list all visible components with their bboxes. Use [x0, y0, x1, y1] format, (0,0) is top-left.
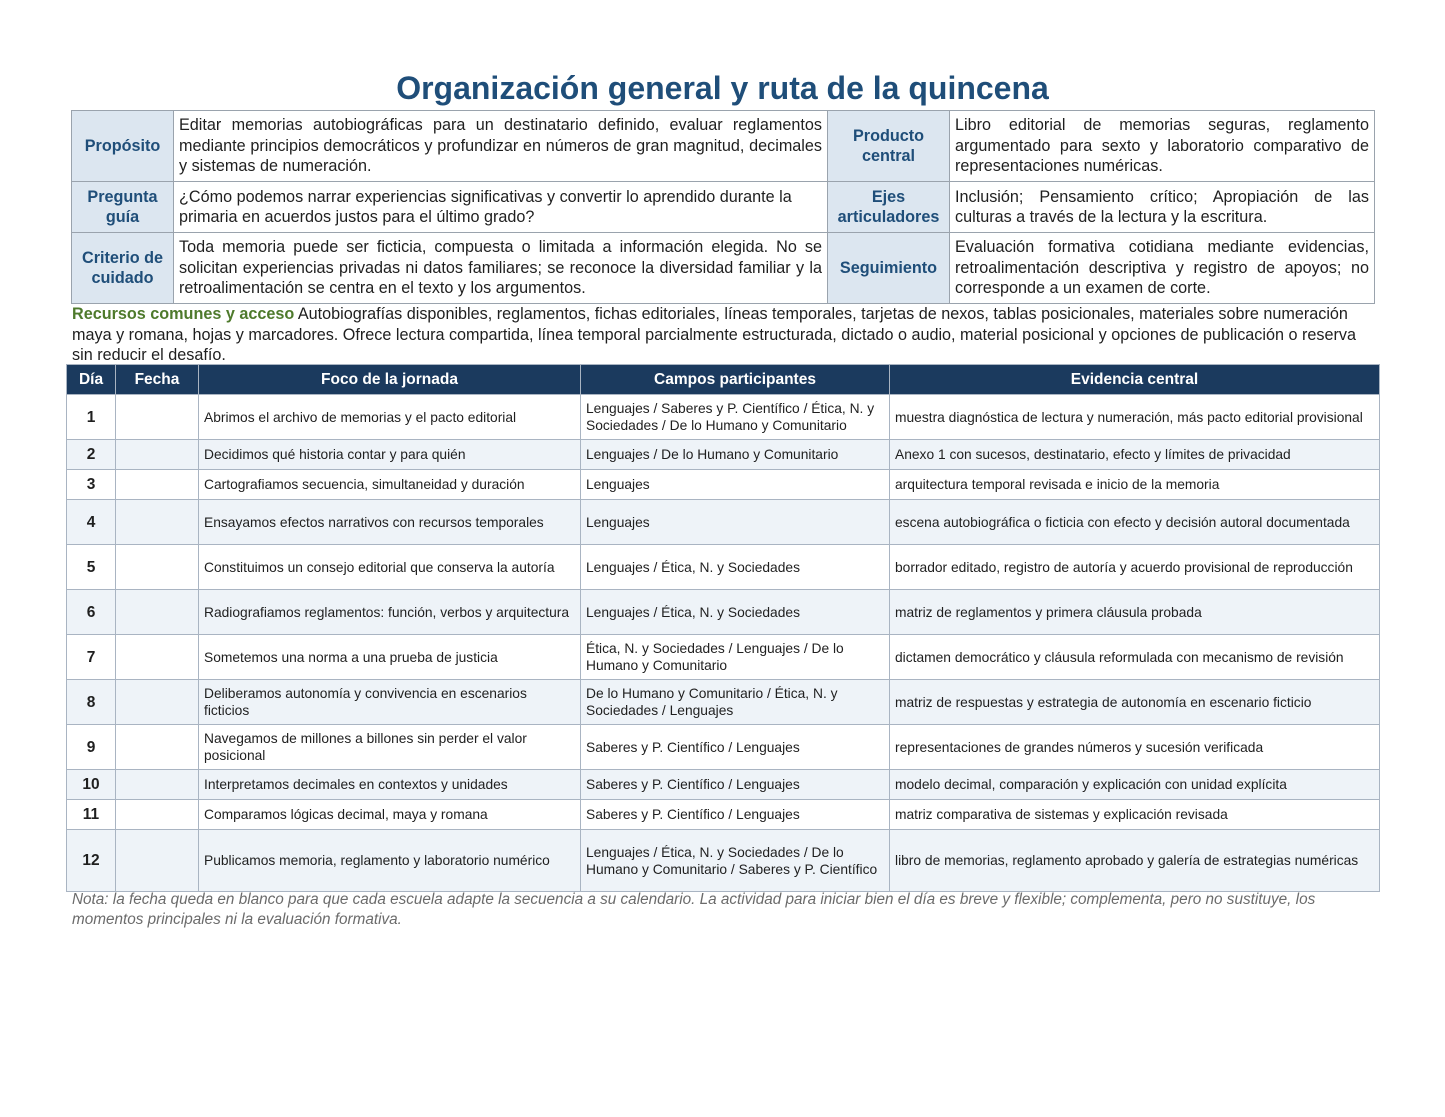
- header-evidencia: Evidencia central: [890, 365, 1380, 395]
- fields-cell: Saberes y P. Científico / Lenguajes: [581, 725, 890, 770]
- resources-text: Autobiografías disponibles, reglamentos, fichas editoriales, líneas temporales, tarjetas de nexos, tablas posicionales, materiales sobre numeración maya y romana, hojas y marcadores. Ofrece lectura compartida, línea temporal parcialmente estructurada, dictado o audio, material posicional y opciones de publicación o reserva sin reducir el desafío.: [72, 305, 1356, 364]
- summary-table: [71, 110, 1375, 304]
- resources-label: Recursos comunes y acceso: [72, 305, 295, 323]
- table-row: [67, 590, 1380, 635]
- date-cell: [116, 545, 199, 590]
- table-row: [67, 440, 1380, 470]
- table-row: [67, 800, 1380, 830]
- focus-cell: Radiografiamos reglamentos: función, verbos y arquitectura: [199, 590, 581, 635]
- header-campos: Campos participantes: [581, 365, 890, 395]
- ejes-text: Inclusión; Pensamiento crítico; Apropiación de las culturas a través de la lectura y la escritura.: [950, 182, 1375, 233]
- resources-paragraph: [72, 304, 1372, 366]
- fields-cell: Lenguajes: [581, 500, 890, 545]
- summary-row: [72, 111, 1375, 182]
- focus-cell: Sometemos una norma a una prueba de justicia: [199, 635, 581, 680]
- focus-cell: Constituimos un consejo editorial que conserva la autoría: [199, 545, 581, 590]
- seguimiento-text: Evaluación formativa cotidiana mediante evidencias, retroalimentación descriptiva y registro de apoyos; no corresponde a un examen de corte.: [950, 233, 1375, 304]
- proposito-label: Propósito: [72, 111, 174, 182]
- day-cell: 1: [67, 395, 116, 440]
- pregunta-label: Pregunta guía: [72, 182, 174, 233]
- date-cell: [116, 635, 199, 680]
- evidence-cell: dictamen democrático y cláusula reformulada con mecanismo de revisión: [890, 635, 1380, 680]
- date-cell: [116, 680, 199, 725]
- fields-cell: Lenguajes / De lo Humano y Comunitario: [581, 440, 890, 470]
- evidence-cell: matriz comparativa de sistemas y explicación revisada: [890, 800, 1380, 830]
- footnote: Nota: la fecha queda en blanco para que cada escuela adapte la secuencia a su calendario. La actividad para iniciar bien el día es breve y flexible; complementa, pero no sustituye, los momentos principales ni la evaluación formativa.: [72, 891, 1316, 928]
- fields-cell: Lenguajes / Ética, N. y Sociedades: [581, 545, 890, 590]
- focus-cell: Cartografiamos secuencia, simultaneidad y duración: [199, 470, 581, 500]
- ejes-label: Ejes articuladores: [828, 182, 950, 233]
- date-cell: [116, 590, 199, 635]
- date-cell: [116, 500, 199, 545]
- day-cell: 4: [67, 500, 116, 545]
- day-cell: 8: [67, 680, 116, 725]
- header-dia: Día: [67, 365, 116, 395]
- day-cell: 9: [67, 725, 116, 770]
- day-cell: 3: [67, 470, 116, 500]
- fields-cell: Lenguajes / Ética, N. y Sociedades / De lo Humano y Comunitario / Saberes y P. Científico: [581, 830, 890, 892]
- evidence-cell: representaciones de grandes números y sucesión verificada: [890, 725, 1380, 770]
- table-row: [67, 545, 1380, 590]
- day-cell: 11: [67, 800, 116, 830]
- evidence-cell: borrador editado, registro de autoría y acuerdo provisional de reproducción: [890, 545, 1380, 590]
- page-title: Organización general y ruta de la quincena: [396, 70, 1049, 106]
- evidence-cell: Anexo 1 con sucesos, destinatario, efecto y límites de privacidad: [890, 440, 1380, 470]
- day-cell: 10: [67, 770, 116, 800]
- criterio-label: Criterio de cuidado: [72, 233, 174, 304]
- header-foco: Foco de la jornada: [199, 365, 581, 395]
- day-cell: 2: [67, 440, 116, 470]
- fields-cell: Saberes y P. Científico / Lenguajes: [581, 770, 890, 800]
- table-row: [67, 830, 1380, 892]
- table-row: [67, 395, 1380, 440]
- fields-cell: Lenguajes: [581, 470, 890, 500]
- fields-cell: De lo Humano y Comunitario / Ética, N. y Sociedades / Lenguajes: [581, 680, 890, 725]
- table-row: [67, 635, 1380, 680]
- seguimiento-label: Seguimiento: [828, 233, 950, 304]
- fields-cell: Lenguajes / Saberes y P. Científico / Ética, N. y Sociedades / De lo Humano y Comunitario: [581, 395, 890, 440]
- fields-cell: Saberes y P. Científico / Lenguajes: [581, 800, 890, 830]
- summary-row: [72, 182, 1375, 233]
- producto-label: Producto central: [828, 111, 950, 182]
- evidence-cell: modelo decimal, comparación y explicación con unidad explícita: [890, 770, 1380, 800]
- focus-cell: Decidimos qué historia contar y para quién: [199, 440, 581, 470]
- producto-text: Libro editorial de memorias seguras, reglamento argumentado para sexto y laboratorio comparativo de representaciones numéricas.: [950, 111, 1375, 182]
- table-row: [67, 500, 1380, 545]
- criterio-text: Toda memoria puede ser ficticia, compuesta o limitada a información elegida. No se solicitan experiencias privadas ni datos familiares; se reconoce la diversidad familiar y la retroalimentación se centra en el texto y los argumentos.: [174, 233, 828, 304]
- date-cell: [116, 725, 199, 770]
- focus-cell: Deliberamos autonomía y convivencia en escenarios ficticios: [199, 680, 581, 725]
- table-row: [67, 770, 1380, 800]
- proposito-text: Editar memorias autobiográficas para un destinatario definido, evaluar reglamentos mediante principios democráticos y profundizar en números de gran magnitud, decimales y sistemas de numeración.: [174, 111, 828, 182]
- fields-cell: Lenguajes / Ética, N. y Sociedades: [581, 590, 890, 635]
- fields-cell: Ética, N. y Sociedades / Lenguajes / De lo Humano y Comunitario: [581, 635, 890, 680]
- summary-row: [72, 233, 1375, 304]
- focus-cell: Comparamos lógicas decimal, maya y romana: [199, 800, 581, 830]
- evidence-cell: matriz de reglamentos y primera cláusula probada: [890, 590, 1380, 635]
- header-fecha: Fecha: [116, 365, 199, 395]
- pregunta-text: ¿Cómo podemos narrar experiencias significativas y convertir lo aprendido durante la primaria en acuerdos justos para el último grado?: [174, 182, 828, 233]
- focus-cell: Interpretamos decimales en contextos y unidades: [199, 770, 581, 800]
- focus-cell: Abrimos el archivo de memorias y el pacto editorial: [199, 395, 581, 440]
- focus-cell: Navegamos de millones a billones sin perder el valor posicional: [199, 725, 581, 770]
- focus-cell: Publicamos memoria, reglamento y laboratorio numérico: [199, 830, 581, 892]
- table-row: [67, 680, 1380, 725]
- day-cell: 6: [67, 590, 116, 635]
- date-cell: [116, 800, 199, 830]
- evidence-cell: libro de memorias, reglamento aprobado y galería de estrategias numéricas: [890, 830, 1380, 892]
- table-row: [67, 470, 1380, 500]
- schedule-header-row: [67, 365, 1380, 395]
- date-cell: [116, 470, 199, 500]
- evidence-cell: muestra diagnóstica de lectura y numeración, más pacto editorial provisional: [890, 395, 1380, 440]
- focus-cell: Ensayamos efectos narrativos con recursos temporales: [199, 500, 581, 545]
- day-cell: 12: [67, 830, 116, 892]
- schedule-table: [66, 364, 1380, 892]
- evidence-cell: arquitectura temporal revisada e inicio de la memoria: [890, 470, 1380, 500]
- day-cell: 7: [67, 635, 116, 680]
- date-cell: [116, 770, 199, 800]
- day-cell: 5: [67, 545, 116, 590]
- date-cell: [116, 830, 199, 892]
- date-cell: [116, 395, 199, 440]
- evidence-cell: matriz de respuestas y estrategia de autonomía en escenario ficticio: [890, 680, 1380, 725]
- evidence-cell: escena autobiográfica o ficticia con efecto y decisión autoral documentada: [890, 500, 1380, 545]
- table-row: [67, 725, 1380, 770]
- date-cell: [116, 440, 199, 470]
